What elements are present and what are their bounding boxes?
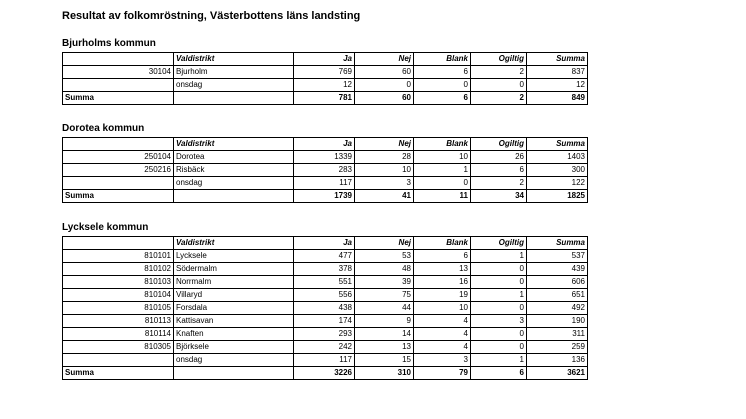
- ogiltig-value: 2: [471, 66, 527, 79]
- district-name: Risbäck: [174, 164, 294, 177]
- nej-value: 3: [355, 177, 414, 190]
- district-name: Björksele: [174, 341, 294, 354]
- results-table-bjurholm: [62, 52, 588, 105]
- total-ogiltig: 34: [471, 190, 527, 203]
- district-code: [63, 177, 174, 190]
- header-valdistrikt: Valdistrikt: [174, 53, 294, 66]
- header-ogiltig: Ogiltig: [471, 53, 527, 66]
- total-ja: 3226: [294, 367, 355, 380]
- ja-value: 117: [294, 354, 355, 367]
- blank-value: 4: [414, 315, 471, 328]
- table-row: [63, 289, 588, 302]
- summa-value: 606: [527, 276, 588, 289]
- table-row: [63, 250, 588, 263]
- district-code: [63, 79, 174, 92]
- total-label: Summa: [63, 367, 174, 380]
- header-blank: Blank: [414, 237, 471, 250]
- table-row: [63, 151, 588, 164]
- table-row: [63, 66, 588, 79]
- summa-value: 122: [527, 177, 588, 190]
- table-row: [63, 177, 588, 190]
- page-title: Resultat av folkomröstning, Västerbottens läns landsting: [62, 10, 361, 22]
- summa-value: 837: [527, 66, 588, 79]
- total-row: [63, 92, 588, 105]
- header-valdistrikt: Valdistrikt: [174, 237, 294, 250]
- summa-value: 12: [527, 79, 588, 92]
- total-summa: 849: [527, 92, 588, 105]
- summa-value: 537: [527, 250, 588, 263]
- ogiltig-value: 1: [471, 354, 527, 367]
- district-code: [63, 354, 174, 367]
- district-name: Kattisavan: [174, 315, 294, 328]
- ogiltig-value: 3: [471, 315, 527, 328]
- total-row: [63, 367, 588, 380]
- header-code-cell: [63, 138, 174, 151]
- district-name: Södermalm: [174, 263, 294, 276]
- ogiltig-value: 2: [471, 177, 527, 190]
- blank-value: 10: [414, 151, 471, 164]
- section-title-dorotea: Dorotea kommun: [62, 123, 145, 134]
- header-ogiltig: Ogiltig: [471, 237, 527, 250]
- total-blank: 6: [414, 92, 471, 105]
- table-row: [63, 302, 588, 315]
- district-name: onsdag: [174, 79, 294, 92]
- ja-value: 117: [294, 177, 355, 190]
- nej-value: 15: [355, 354, 414, 367]
- ogiltig-value: 1: [471, 289, 527, 302]
- total-empty-cell: [174, 367, 294, 380]
- header-ja: Ja: [294, 53, 355, 66]
- header-summa: Summa: [527, 237, 588, 250]
- district-name: Villaryd: [174, 289, 294, 302]
- table-row: [63, 276, 588, 289]
- header-ja: Ja: [294, 237, 355, 250]
- blank-value: 10: [414, 302, 471, 315]
- ja-value: 174: [294, 315, 355, 328]
- nej-value: 14: [355, 328, 414, 341]
- ja-value: 1339: [294, 151, 355, 164]
- header-valdistrikt: Valdistrikt: [174, 138, 294, 151]
- total-summa: 1825: [527, 190, 588, 203]
- district-code: 250216: [63, 164, 174, 177]
- nej-value: 9: [355, 315, 414, 328]
- district-name: Norrmalm: [174, 276, 294, 289]
- header-blank: Blank: [414, 53, 471, 66]
- summa-value: 492: [527, 302, 588, 315]
- total-nej: 310: [355, 367, 414, 380]
- section-title-bjurholm: Bjurholms kommun: [62, 38, 156, 49]
- ogiltig-value: 0: [471, 263, 527, 276]
- header-ogiltig: Ogiltig: [471, 138, 527, 151]
- total-row: [63, 190, 588, 203]
- ogiltig-value: 0: [471, 79, 527, 92]
- nej-value: 28: [355, 151, 414, 164]
- table-row: [63, 341, 588, 354]
- header-summa: Summa: [527, 53, 588, 66]
- blank-value: 6: [414, 250, 471, 263]
- ja-value: 12: [294, 79, 355, 92]
- ogiltig-value: 0: [471, 302, 527, 315]
- total-ogiltig: 2: [471, 92, 527, 105]
- total-ogiltig: 6: [471, 367, 527, 380]
- district-code: 810305: [63, 341, 174, 354]
- table-row: [63, 263, 588, 276]
- total-label: Summa: [63, 92, 174, 105]
- results-table-dorotea: [62, 137, 588, 203]
- ja-value: 477: [294, 250, 355, 263]
- blank-value: 0: [414, 177, 471, 190]
- total-blank: 11: [414, 190, 471, 203]
- district-code: 810104: [63, 289, 174, 302]
- total-empty-cell: [174, 92, 294, 105]
- blank-value: 6: [414, 66, 471, 79]
- ogiltig-value: 26: [471, 151, 527, 164]
- district-name: Forsdala: [174, 302, 294, 315]
- ja-value: 438: [294, 302, 355, 315]
- district-name: onsdag: [174, 177, 294, 190]
- header-code-cell: [63, 237, 174, 250]
- district-code: 810114: [63, 328, 174, 341]
- total-label: Summa: [63, 190, 174, 203]
- header-ja: Ja: [294, 138, 355, 151]
- ja-value: 769: [294, 66, 355, 79]
- nej-value: 53: [355, 250, 414, 263]
- header-nej: Nej: [355, 53, 414, 66]
- blank-value: 16: [414, 276, 471, 289]
- district-name: Lycksele: [174, 250, 294, 263]
- ja-value: 551: [294, 276, 355, 289]
- district-code: 810105: [63, 302, 174, 315]
- nej-value: 39: [355, 276, 414, 289]
- district-name: onsdag: [174, 354, 294, 367]
- nej-value: 44: [355, 302, 414, 315]
- district-name: Dorotea: [174, 151, 294, 164]
- blank-value: 0: [414, 79, 471, 92]
- ja-value: 283: [294, 164, 355, 177]
- ogiltig-value: 1: [471, 250, 527, 263]
- nej-value: 0: [355, 79, 414, 92]
- total-ja: 1739: [294, 190, 355, 203]
- district-code: 810102: [63, 263, 174, 276]
- table-header-row: [63, 237, 588, 250]
- ogiltig-value: 0: [471, 328, 527, 341]
- nej-value: 60: [355, 66, 414, 79]
- table-row: [63, 328, 588, 341]
- table-row: [63, 354, 588, 367]
- header-nej: Nej: [355, 138, 414, 151]
- summa-value: 1403: [527, 151, 588, 164]
- header-code-cell: [63, 53, 174, 66]
- total-nej: 60: [355, 92, 414, 105]
- header-blank: Blank: [414, 138, 471, 151]
- section-title-lycksele: Lycksele kommun: [62, 222, 149, 233]
- nej-value: 10: [355, 164, 414, 177]
- summa-value: 651: [527, 289, 588, 302]
- blank-value: 4: [414, 328, 471, 341]
- header-summa: Summa: [527, 138, 588, 151]
- summa-value: 439: [527, 263, 588, 276]
- district-code: 250104: [63, 151, 174, 164]
- ja-value: 242: [294, 341, 355, 354]
- summa-value: 259: [527, 341, 588, 354]
- nej-value: 48: [355, 263, 414, 276]
- ja-value: 378: [294, 263, 355, 276]
- district-name: Bjurholm: [174, 66, 294, 79]
- summa-value: 311: [527, 328, 588, 341]
- table-row: [63, 164, 588, 177]
- total-blank: 79: [414, 367, 471, 380]
- header-nej: Nej: [355, 237, 414, 250]
- table-header-row: [63, 53, 588, 66]
- summa-value: 190: [527, 315, 588, 328]
- total-ja: 781: [294, 92, 355, 105]
- summa-value: 300: [527, 164, 588, 177]
- nej-value: 75: [355, 289, 414, 302]
- table-header-row: [63, 138, 588, 151]
- ja-value: 556: [294, 289, 355, 302]
- district-code: 810103: [63, 276, 174, 289]
- total-nej: 41: [355, 190, 414, 203]
- nej-value: 13: [355, 341, 414, 354]
- table-row: [63, 315, 588, 328]
- ogiltig-value: 0: [471, 276, 527, 289]
- district-code: 30104: [63, 66, 174, 79]
- ja-value: 293: [294, 328, 355, 341]
- blank-value: 19: [414, 289, 471, 302]
- table-row: [63, 79, 588, 92]
- blank-value: 1: [414, 164, 471, 177]
- blank-value: 3: [414, 354, 471, 367]
- ogiltig-value: 0: [471, 341, 527, 354]
- district-name: Knaften: [174, 328, 294, 341]
- district-code: 810101: [63, 250, 174, 263]
- results-table-lycksele: [62, 236, 588, 380]
- summa-value: 136: [527, 354, 588, 367]
- total-empty-cell: [174, 190, 294, 203]
- blank-value: 4: [414, 341, 471, 354]
- blank-value: 13: [414, 263, 471, 276]
- total-summa: 3621: [527, 367, 588, 380]
- district-code: 810113: [63, 315, 174, 328]
- ogiltig-value: 6: [471, 164, 527, 177]
